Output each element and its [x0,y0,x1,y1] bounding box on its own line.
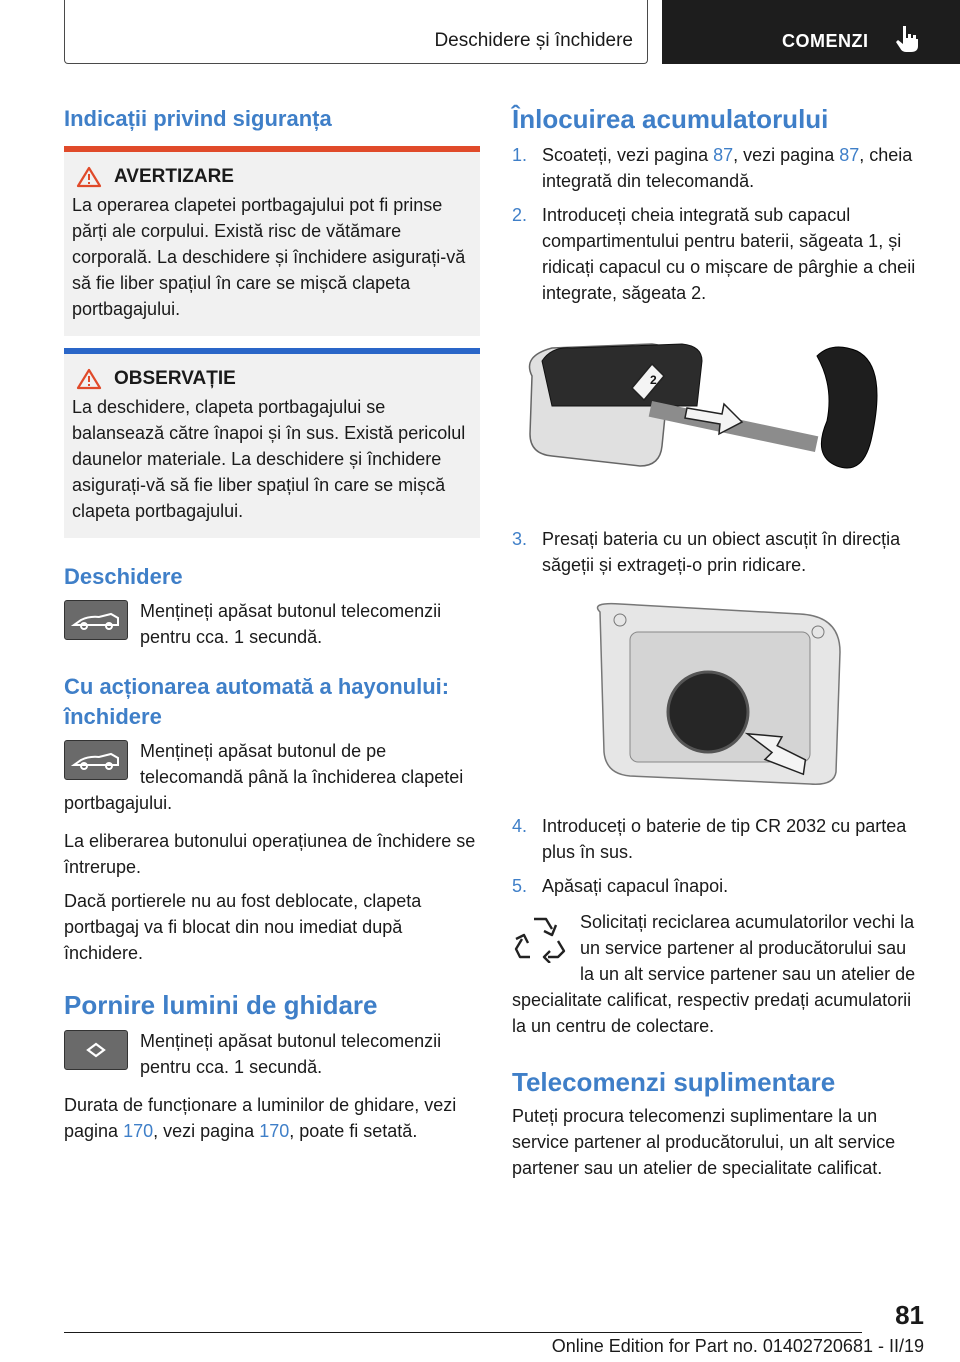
footer-divider [64,1332,862,1333]
list-item: 5. Apăsați capacul înapoi. [512,876,729,896]
safety-heading: Indicații privind siguranța [64,106,332,131]
right-column [512,100,924,1181]
auto-close-p2: Dacă portierele nu au fost deblocate, clapeta portbagaj va fi blocat din nou imediat după închidere. [64,891,422,963]
warning-title: AVERTIZARE [114,166,234,187]
extra-remotes-text: Puteți procura telecomenzi suplimentare la un service partener al producătorului, un alt service partener sau un atelier de specialitate calificat. [512,1106,896,1178]
battery-steps-final [512,813,924,899]
opening-text: Mențineți apăsat butonul telecomenzii pentru cca. 1 secundă. [140,601,442,647]
auto-close-heading: Cu acționarea automată a hayonului: închidere [64,674,450,729]
left-column [64,100,480,1144]
list-item: 4. Introduceți o baterie de tip CR 2032 cu partea plus în sus. [512,816,907,862]
notice-text: La deschidere, clapeta portbagajului se balansează către înapoi și în sus. Există pericolul daunelor materiale. La deschidere și închidere asigurați-vă să fie liber spațiul în care se mișcă clapeta portbagajului. [72,397,466,521]
battery-steps [512,142,924,306]
list-item: 1. Scoateți, vezi pagina 87, vezi pagina 87, cheia integrată din telecomandă. [512,145,913,191]
extra-remotes-heading: Telecomenzi suplimentare [512,1067,836,1097]
opening-block [64,598,480,650]
list-item: 2. Introduceți cheia integrată sub capacul compartimentului pentru baterii, săgeata 1, și ridicați capacul cu o mișcare de pârghie a cheii integrate, săgeata 2. [512,205,916,303]
car-trunk-icon [71,608,121,632]
section-title: COMENZI [782,31,869,51]
warning-box [64,146,480,336]
opening-heading: Deschidere [64,564,183,589]
edition-note: Online Edition for Part no. 01402720681 - II/19 [551,1336,924,1356]
page-number: 81 [895,1300,924,1330]
chapter-title: Deschidere și închidere [434,30,633,51]
guide-lights-button-image [64,1030,128,1070]
trunk-button-image [64,600,128,640]
hand-pointer-icon [894,24,922,54]
page-link-87-b[interactable]: 87 [839,145,860,165]
notice-box [64,348,480,538]
recycle-icon [512,913,568,963]
battery-heading: Înlocuirea acumulatorului [512,104,829,134]
recycle-text: Solicitați reciclarea acumulatorilor vechi la un service partener al producătorului sau la un alt service partener sau un atelier de specialitate calificat, respectiv predați acumulatorii la un centru de colectare. [512,912,916,1036]
notice-triangle-icon [76,368,102,390]
svg-text:2: 2 [650,373,657,387]
guide-lights-duration: Durata de funcționare a luminilor de ghidare, vezi pagina 170, vezi pagina 170, poate fi setată. [64,1095,457,1141]
diamond-light-icon [76,1040,116,1060]
section-tab [662,0,960,64]
guide-lights-heading: Pornire lumini de ghidare [64,990,378,1020]
chapter-tab [64,0,648,64]
page-link-87-a[interactable]: 87 [713,145,734,165]
battery-compartment-illustration [590,602,850,787]
notice-title: OBSERVAȚIE [114,368,236,389]
trunk-close-button-image [64,740,128,780]
page-link-170-a[interactable]: 170 [123,1121,154,1141]
guide-lights-text: Mențineți apăsat butonul telecomenzii pentru cca. 1 secundă. [140,1031,442,1077]
list-item: 3. Presați bateria cu un obiect ascuțit în direcția săgeții și extrageți-o prin ridicare. [512,529,901,575]
page-link-170-b[interactable]: 170 [259,1121,290,1141]
car-trunk-close-icon [71,748,121,772]
auto-close-block [64,738,480,816]
recycle-block [512,909,924,1039]
warning-triangle-icon [76,166,102,188]
auto-close-text: Mențineți apăsat butonul de pe telecomandă până la închiderea clapetei portbagajului. [64,741,464,813]
warning-text: La operarea clapetei portbagajului pot fi prinse părți ale corpului. Există risc de vătămare corporală. La deschidere și închidere asigurați-vă să fie liber spațiul în care se mișcă clapeta portbagajului. [72,195,466,319]
auto-close-p1: La eliberarea butonului operațiunea de închidere se întrerupe. [64,831,476,877]
guide-lights-block [64,1028,480,1080]
key-fob-illustration [512,326,902,506]
battery-steps-cont [512,526,924,578]
